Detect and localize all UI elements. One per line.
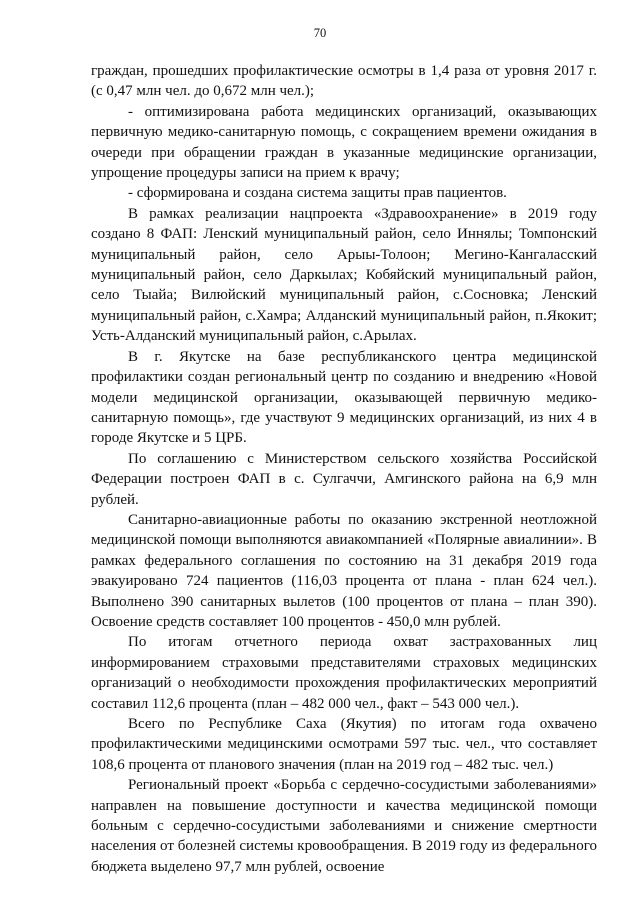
page-number: 70 — [313, 26, 327, 40]
paragraph-sanitary-aviation: Санитарно-авиационные работы по оказанию экстренной неотложной медицинской помощи выполняются авиакомпанией «Полярные авиалинии». В рамках федерального соглашения по состоянию на 31 декабря 2019 года эвакуировано 724 пациентов (116,03 процента от плана - план 624 чел.). Выполнено 390 санитарных вылетов (100 процентов от плана – план 390). Освоение средств составляет 100 процентов - 450,0 млн рублей. — [91, 511, 597, 630]
paragraph-optimization: - оптимизирована работа медицинских организаций, оказывающих первичную медико-санитарную помощь, с сокращением времени ожидания в очереди при обращении граждан в указанные медицинские организации, упрощение процедуры записи на прием к врачу; — [91, 103, 597, 182]
paragraph-cardiovascular-project: Региональный проект «Борьба с сердечно-сосудистыми заболеваниями» направлен на повышение доступности и качества медицинской помощи больным с сердечно-сосудистыми заболеваниями и снижение смертности населения от болезней системы кровообращения. В 2019 году из федерального бюджета выделено 97,7 млн рублей, освоение — [91, 777, 597, 875]
paragraph-patient-rights: - сформирована и создана система защиты прав пациентов. — [128, 185, 507, 202]
paragraph-continuation: граждан, прошедших профилактические осмотры в 1,4 раза от уровня 2017 г. (с 0,47 млн чел. до 0,672 млн чел.); — [91, 63, 597, 100]
page-body — [91, 61, 597, 877]
paragraph-sulgachchi-fap: По соглашению с Министерством сельского хозяйства Российской Федерации построен ФАП в с. Сулгаччи, Амгинского района на 6,9 млн рублей. — [91, 450, 597, 508]
paragraph-medical-checkups: Всего по Республике Саха (Якутия) по итогам года охвачено профилактическими медицинскими осмотрами 597 тыс. чел., что составляет 108,6 процента от планового значения (план на 2019 год – 482 тыс. чел.) — [91, 716, 597, 773]
paragraph-insurance-coverage: По итогам отчетного периода охват застрахованных лиц информированием страховыми представителями страховых медицинских организаций о необходимости прохождения профилактических мероприятий составил 112,6 процента (план – 482 000 чел., факт – 543 000 чел.). — [91, 634, 597, 712]
paragraph-fap-creation: В рамках реализации нацпроекта «Здравоохранение» в 2019 году создано 8 ФАП: Ленский муниципальный район, село Иннялы; Томпонский муниципальный район, село Арыы-Толоон; Мегино-Кангаласский муниципальный район, село Даркылах; Кобяйский муниципальный район, село Тыайа; Вилюйский муниципальный район, с.Сосновка; Ленский муниципальный район, с.Хамра; Алданский муниципальный район, п.Якокит; Усть-Алданский муниципальный район, с.Арылах. — [91, 205, 597, 345]
paragraph-yakutsk-center: В г. Якутске на базе республиканского центра медицинской профилактики создан региональный центр по созданию и внедрению «Новой модели медицинской организации, оказывающей первичную медико-санитарную помощь», где участвуют 9 медицинских организаций, из них 4 в городе Якутске и 5 ЦРБ. — [91, 348, 597, 447]
